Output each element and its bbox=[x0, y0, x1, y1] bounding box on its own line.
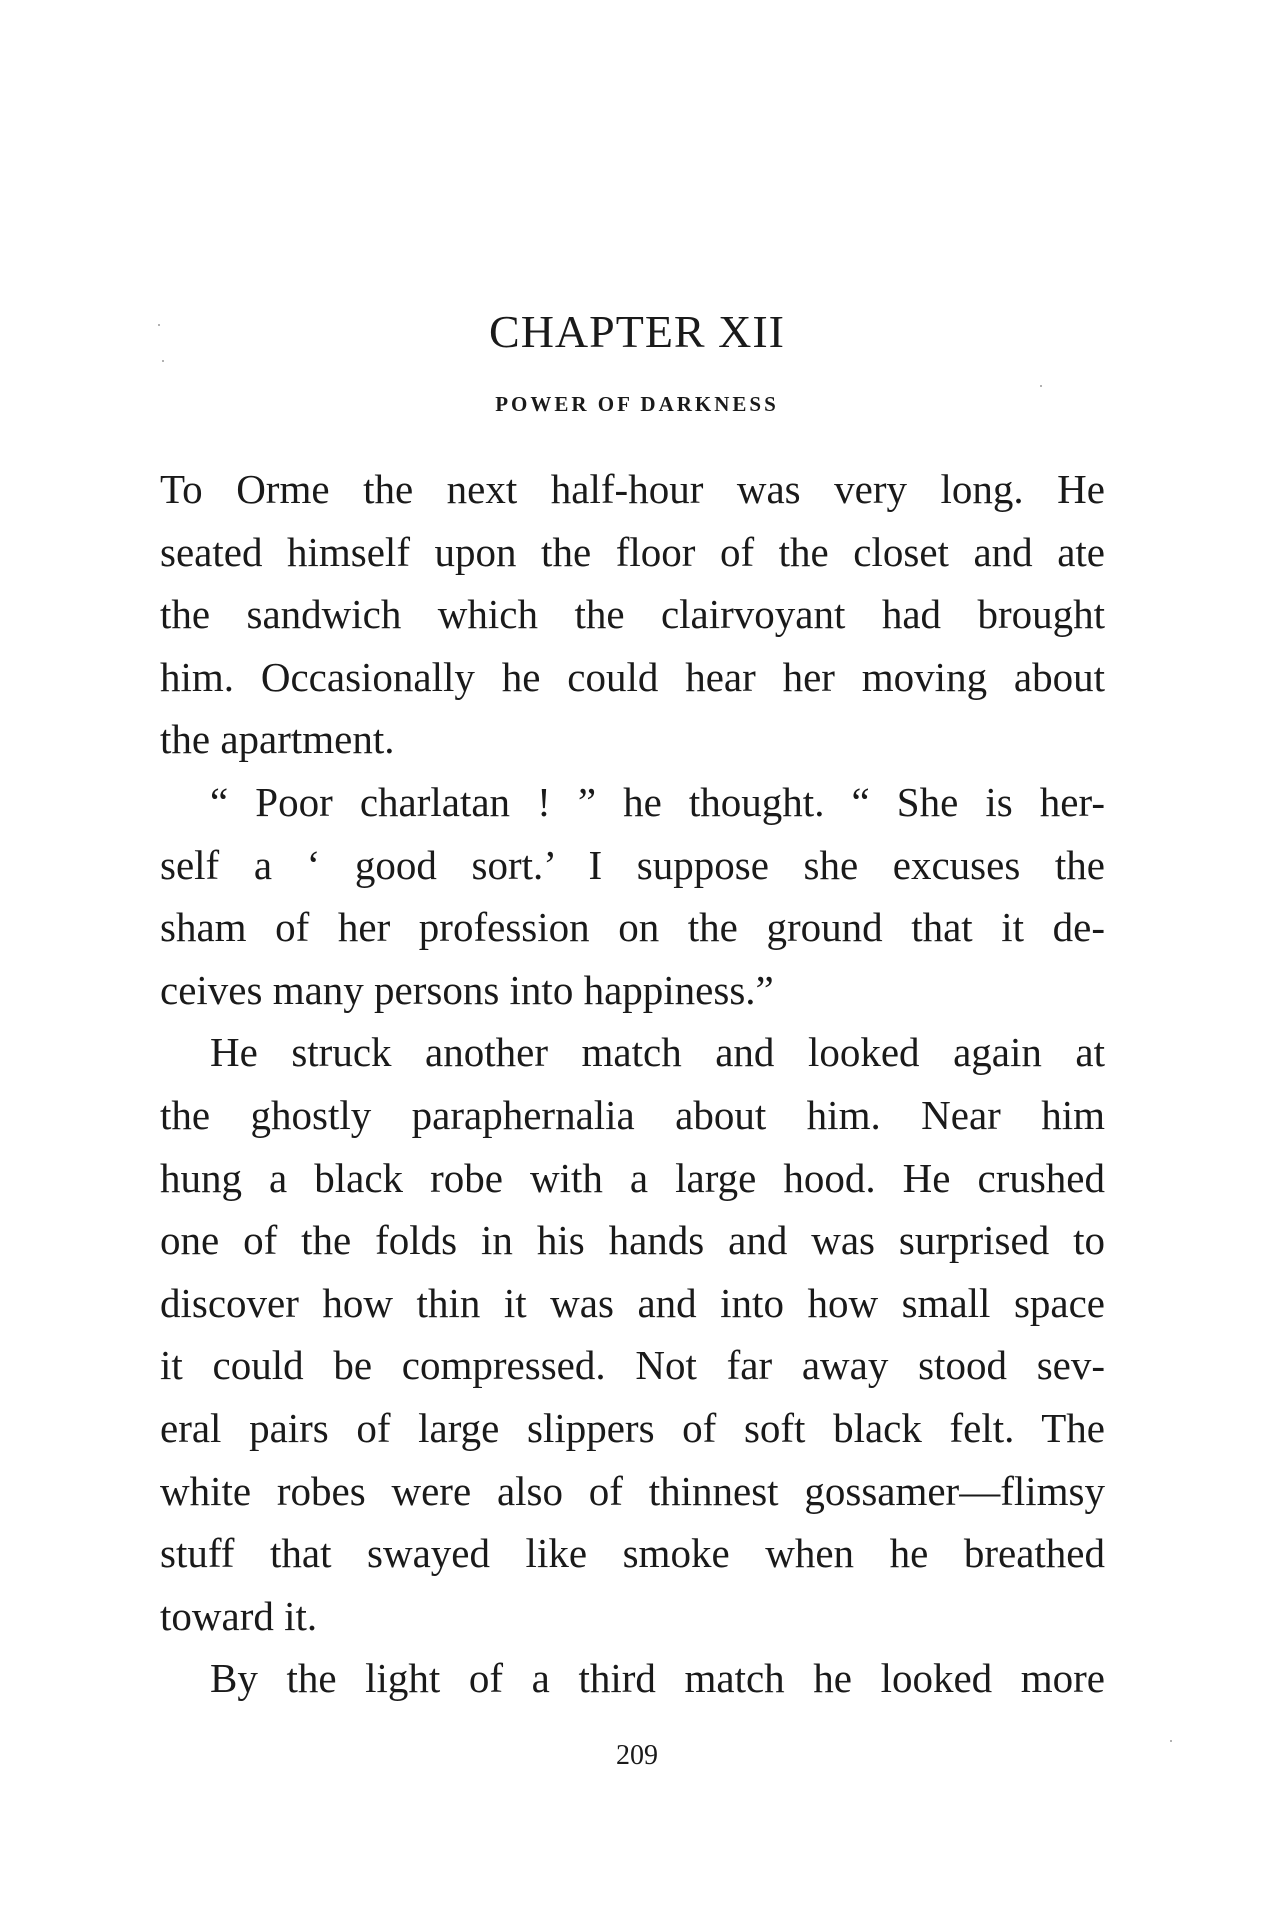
text-line: sham of her profession on the ground that it de- bbox=[160, 904, 1105, 951]
text-line: eral pairs of large slippers of soft black felt. The bbox=[160, 1404, 1105, 1451]
text-line: the apartment. bbox=[160, 716, 395, 763]
text-line: toward it. bbox=[160, 1592, 318, 1639]
text-line: the sandwich which the clairvoyant had brought bbox=[160, 591, 1105, 638]
text-line: self a ‘ good sort.’ I suppose she excuses the bbox=[160, 841, 1105, 888]
text-line: ceives many persons into happiness.” bbox=[160, 966, 774, 1013]
scan-speck bbox=[1170, 1740, 1172, 1742]
chapter-title: CHAPTER XII bbox=[489, 306, 785, 357]
chapter-subtitle: POWER OF DARKNESS bbox=[495, 392, 779, 416]
text-line: seated himself upon the floor of the closet and ate bbox=[160, 528, 1105, 575]
scan-speck bbox=[1040, 385, 1042, 387]
text-line: it could be compressed. Not far away stood sev- bbox=[160, 1342, 1105, 1389]
text-line: By the light of a third match he looked more bbox=[210, 1655, 1105, 1702]
text-line: hung a black robe with a large hood. He crushed bbox=[160, 1154, 1105, 1201]
text-line: He struck another match and looked again at bbox=[210, 1029, 1105, 1076]
text-line: “ Poor charlatan ! ” he thought. “ She is her- bbox=[210, 778, 1105, 825]
page-number: 209 bbox=[616, 1740, 658, 1771]
scan-speck bbox=[162, 360, 164, 362]
scan-speck bbox=[158, 324, 160, 326]
text-line: one of the folds in his hands and was surprised to bbox=[160, 1217, 1105, 1264]
body-text bbox=[160, 458, 1105, 1710]
text-line: the ghostly paraphernalia about him. Near him bbox=[160, 1091, 1105, 1138]
text-line: him. Occasionally he could hear her moving about bbox=[160, 653, 1105, 700]
text-line: white robes were also of thinnest gossamer—flimsy bbox=[160, 1467, 1105, 1514]
text-line: stuff that swayed like smoke when he breathed bbox=[160, 1530, 1105, 1577]
text-line: To Orme the next half-hour was very long. He bbox=[160, 466, 1105, 512]
text-line: discover how thin it was and into how small space bbox=[160, 1279, 1105, 1326]
